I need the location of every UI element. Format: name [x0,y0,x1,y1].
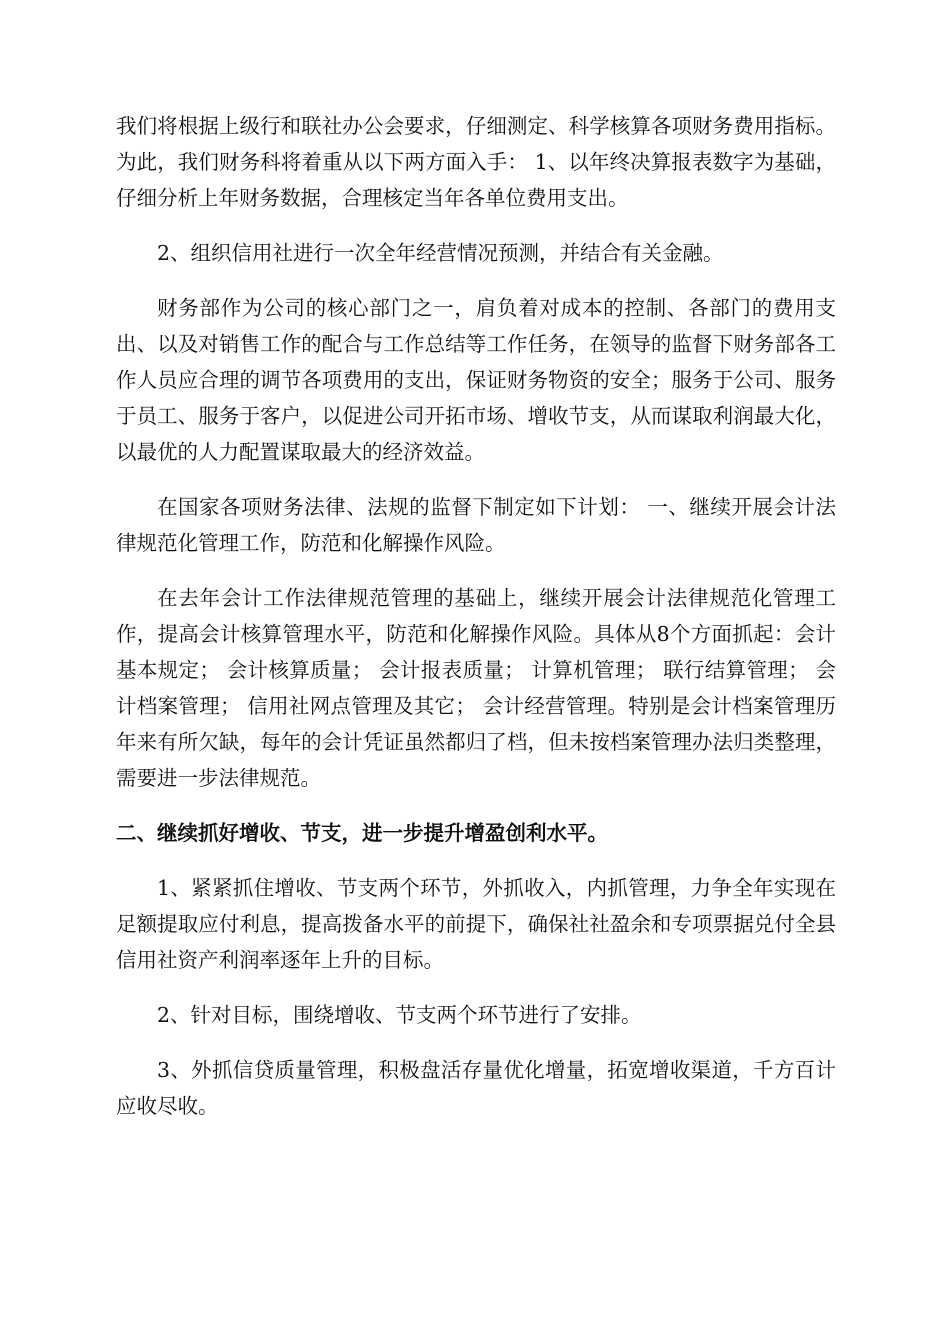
paragraph-forecast: 2、组织信用社进行一次全年经营情况预测，并结合有关金融。 [157,241,724,265]
paragraph-item-2: 2、针对目标，围绕增收、节支两个环节进行了安排。 [157,1003,642,1027]
paragraph-intro: 我们将根据上级行和联社办公会要求，仔细测定、科学核算各项财务费用指标。为此，我们财务科将着重从以下两方面入手： 1、以年终决算报表数字为基础，仔细分析上年财务数据，合理核定当年各单位费用支出。 [116,114,836,210]
paragraph-accounting-norms: 在去年会计工作法律规范管理的基础上，继续开展会计法律规范化管理工作，提高会计核算管理水平，防范和化解操作风险。具体从8个方面抓起：会计基本规定； 会计核算质量； 会计报表质量； 计算机管理； 联行结算管理； 会计档案管理； 信用社网点管理及其它； 会计经营管理。特别是会计档案管理历年来有所欠缺，每年的会计凭证虽然都归了档，但未按档案管理办法归类整理，需要进一步法律规范。 [116,586,836,790]
document-page [116,108,836,1143]
paragraph-finance-role: 财务部作为公司的核心部门之一，肩负着对成本的控制、各部门的费用支出、以及对销售工作的配合与工作总结等工作任务，在领导的监督下财务部各工作人员应合理的调节各项费用的支出，保证财务物资的安全；服务于公司、服务于员工、服务于客户，以促进公司开拓市场、增收节支，从而谋取利润最大化，以最优的人力配置谋取最大的经济效益。 [116,296,836,464]
paragraph-plan: 在国家各项财务法律、法规的监督下制定如下计划： 一、继续开展会计法律规范化管理工作，防范和化解操作风险。 [116,495,836,555]
section-heading-two: 二、继续抓好增收、节支，进一步提升增盈创利水平。 [116,821,608,845]
paragraph-item-3: 3、外抓信贷质量管理，积极盘活存量优化增量，拓宽增收渠道，千方百计应收尽收。 [116,1058,836,1118]
paragraph-item-1: 1、紧紧抓住增收、节支两个环节，外抓收入，内抓管理，力争全年实现在足额提取应付利息，提高拨备水平的前提下，确保社社盈余和专项票据兑付全县信用社资产利润率逐年上升的目标。 [116,876,836,972]
